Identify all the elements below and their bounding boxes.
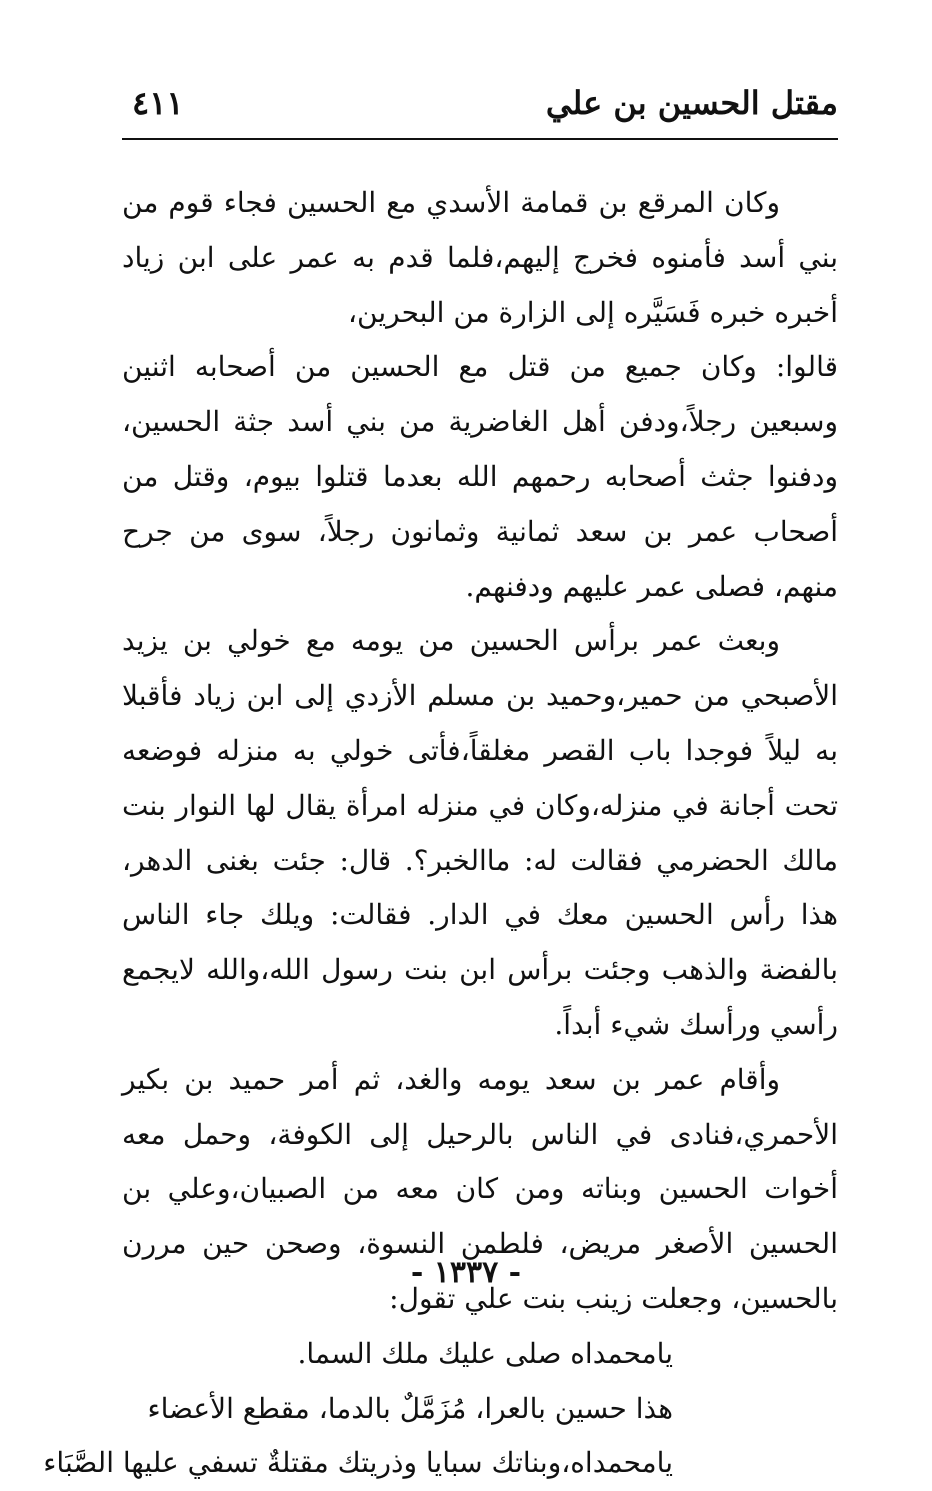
paragraph-3: وبعث عمر برأس الحسين من يومه مع خولي بن يزيد الأصبحي من حمير،وحميد بن مسلم الأزدي إلى ابن زياد فأقبلا به ليلاً فوجدا باب القصر مغلقاً،فأتى خولي به منزله فوضعه تحت أجانة في منزله،وكان في منزله امرأة يقال لها النوار بنت مالك الحضرمي فقالت له: ماالخبر؟. قال: جئت بغنى الدهر، هذا رأس الحسين معك في الدار. فقالت: ويلك جاء الناس بالفضة والذهب وجئت برأس ابن بنت رسول الله،والله لايجمع رأسي ورأسك شيء أبداً. [122,624,838,1041]
paragraph-4: وأقام عمر بن سعد يومه والغد، ثم أمر حميد بن بكير الأحمري،فنادى في الناس بالرحيل إلى الكوفة، وحمل معه أخوات الحسين وبناته ومن كان معه من الصبيان،وعلي بن الحسين الأصغر مريض، فلطمن النسوة، وصحن حين مررن بالحسين، وجعلت زينب بنت علي تقول: [122,1062,838,1315]
header-divider [122,138,838,140]
poem-line-2: هذا حسين بالعرا، مُزَمَّلٌ بالدما، مقطع الأعضاء [147,1391,673,1425]
paragraph-2: قالوا: وكان جميع من قتل مع الحسين من أصحابه اثنين وسبعين رجلاً،ودفن أهل الغاضرية من بني أسد جثة الحسين، ودفنوا جثث أصحابه رحمهم الله بعدما قتلوا بيوم، وقتل من أصحاب عمر بن سعد ثمانية وثمانون رجلاً، سوى من جرح منهم، فصلى عمر عليهم ودفنهم. [122,350,838,603]
header-page-number: ٤١١ [132,84,184,122]
page-body [43,176,838,1491]
poem-line-3: يامحمداه،وبناتك سبايا وذريتك مقتلةٌ تسفي عليها الصَّبَاء [43,1446,673,1480]
page-header [122,82,838,140]
footer-page-number: - ١٣٣٧ - [410,1255,522,1290]
poem-line-1: يامحمداه صلى عليك ملك السما. [297,1336,673,1370]
running-title: مقتل الحسين بن علي [545,84,838,122]
paragraph-1: وكان المرقع بن قمامة الأسدي مع الحسين فجاء قوم من بني أسد فأمنوه فخرج إليهم،فلما قدم به عمر على ابن زياد أخبره خبره فَسَيَّره إلى الزارة من البحرين، [122,186,838,329]
